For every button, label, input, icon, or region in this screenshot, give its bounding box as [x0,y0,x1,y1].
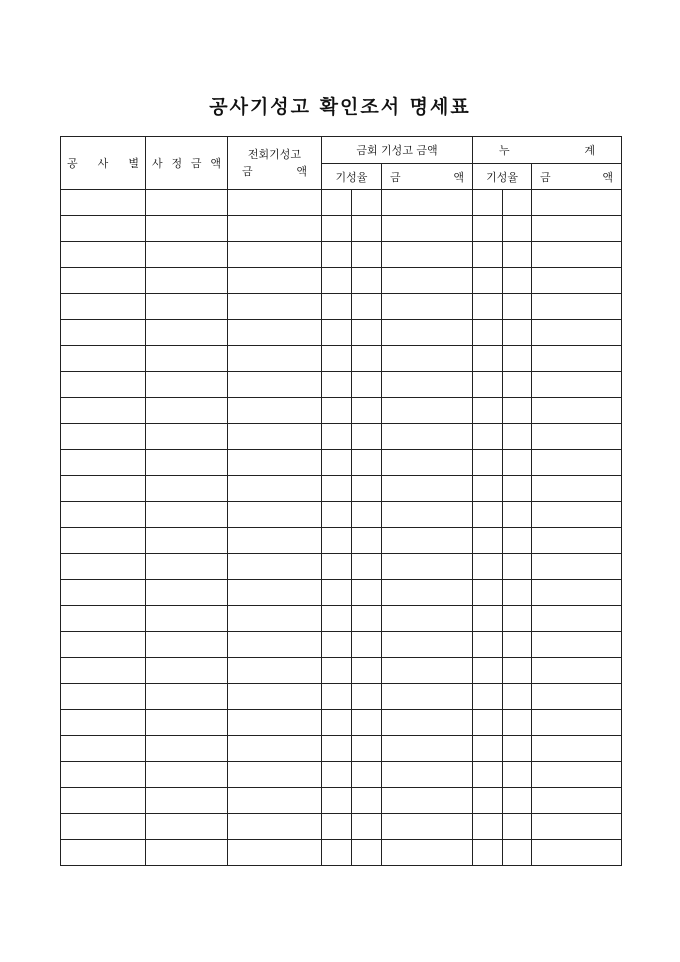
cell-current-rate-a[interactable] [322,788,352,814]
table-row [61,346,622,372]
cell-cumulative-rate-b[interactable] [503,424,532,450]
cell-cumulative-amount[interactable] [532,658,622,684]
cell-cumulative-rate-b[interactable] [503,632,532,658]
header-cumulative-amount [532,164,622,190]
cell-previous-amount[interactable] [228,554,322,580]
cell-cumulative-rate-b[interactable] [503,398,532,424]
cell-cumulative-amount[interactable] [532,450,622,476]
cell-work-type[interactable] [61,320,146,346]
cell-work-type[interactable] [61,814,146,840]
cell-cumulative-rate-b[interactable] [503,242,532,268]
table-row [61,242,622,268]
cell-assessed-amount[interactable] [146,476,228,502]
table-row [61,320,622,346]
cell-cumulative-rate-a[interactable] [473,736,503,762]
cell-current-rate-b[interactable] [352,450,382,476]
cell-current-rate-b[interactable] [352,346,382,372]
cell-cumulative-rate-a[interactable] [473,502,503,528]
cell-assessed-amount[interactable] [146,658,228,684]
table-row [61,372,622,398]
cell-work-type[interactable] [61,476,146,502]
cell-cumulative-rate-a[interactable] [473,528,503,554]
cell-cumulative-amount[interactable] [532,242,622,268]
table-row [61,788,622,814]
cell-current-rate-a[interactable] [322,710,352,736]
cell-cumulative-amount[interactable] [532,528,622,554]
cell-work-type[interactable] [61,346,146,372]
header-previous-progress [228,137,322,190]
table-row [61,190,622,216]
cell-cumulative-rate-b[interactable] [503,736,532,762]
cell-assessed-amount[interactable] [146,320,228,346]
cell-previous-amount[interactable] [228,658,322,684]
cell-work-type[interactable] [61,710,146,736]
cell-cumulative-rate-b[interactable] [503,476,532,502]
cell-previous-amount[interactable] [228,398,322,424]
cell-previous-amount[interactable] [228,476,322,502]
cell-current-rate-b[interactable] [352,554,382,580]
cell-cumulative-amount[interactable] [532,788,622,814]
cell-work-type[interactable] [61,190,146,216]
cell-current-amount[interactable] [382,216,473,242]
cell-cumulative-rate-a[interactable] [473,580,503,606]
cell-current-amount[interactable] [382,320,473,346]
cell-cumulative-rate-b[interactable] [503,346,532,372]
header-previous-amount-left: 금 [242,165,253,178]
table-row [61,710,622,736]
cell-current-rate-b[interactable] [352,684,382,710]
cell-work-type[interactable] [61,762,146,788]
cell-previous-amount[interactable] [228,606,322,632]
header-cumulative [473,137,622,164]
cell-previous-amount[interactable] [228,294,322,320]
cell-current-rate-a[interactable] [322,840,352,866]
cell-assessed-amount[interactable] [146,190,228,216]
cell-cumulative-amount[interactable] [532,398,622,424]
cell-current-rate-b[interactable] [352,814,382,840]
cell-cumulative-rate-b[interactable] [503,190,532,216]
cell-work-type[interactable] [61,294,146,320]
cell-previous-amount[interactable] [228,190,322,216]
cell-current-rate-b[interactable] [352,190,382,216]
cell-current-rate-a[interactable] [322,398,352,424]
header-cumulative-amount-left: 금 [540,170,551,184]
cell-cumulative-rate-a[interactable] [473,658,503,684]
cell-assessed-amount[interactable] [146,710,228,736]
cell-previous-amount[interactable] [228,580,322,606]
cell-assessed-amount[interactable] [146,450,228,476]
cell-previous-amount[interactable] [228,762,322,788]
document-title: 공사기성고 확인조서 명세표 [209,96,471,118]
cell-current-rate-b[interactable] [352,736,382,762]
cell-cumulative-amount[interactable] [532,294,622,320]
cell-cumulative-rate-a[interactable] [473,398,503,424]
cell-current-rate-b[interactable] [352,528,382,554]
cell-cumulative-amount[interactable] [532,736,622,762]
cell-current-amount[interactable] [382,658,473,684]
cell-previous-amount[interactable] [228,372,322,398]
cell-current-amount[interactable] [382,190,473,216]
cell-current-rate-b[interactable] [352,710,382,736]
cell-current-rate-a[interactable] [322,346,352,372]
table-row [61,840,622,866]
cell-cumulative-rate-a[interactable] [473,424,503,450]
cell-current-rate-a[interactable] [322,320,352,346]
cell-cumulative-rate-b[interactable] [503,528,532,554]
cell-work-type[interactable] [61,268,146,294]
cell-cumulative-rate-b[interactable] [503,450,532,476]
cell-cumulative-rate-a[interactable] [473,606,503,632]
cell-assessed-amount[interactable] [146,632,228,658]
header-cumulative-rate: 기성율 [473,164,532,190]
cell-previous-amount[interactable] [228,346,322,372]
cell-current-rate-b[interactable] [352,424,382,450]
cell-cumulative-rate-a[interactable] [473,346,503,372]
cell-cumulative-rate-b[interactable] [503,502,532,528]
cell-cumulative-rate-b[interactable] [503,268,532,294]
cell-current-rate-a[interactable] [322,242,352,268]
cell-work-type[interactable] [61,658,146,684]
progress-ledger-table [60,136,622,866]
cell-work-type[interactable] [61,840,146,866]
cell-previous-amount[interactable] [228,528,322,554]
cell-assessed-amount[interactable] [146,372,228,398]
cell-current-amount[interactable] [382,580,473,606]
table-row [61,632,622,658]
cell-cumulative-rate-a[interactable] [473,762,503,788]
cell-current-rate-a[interactable] [322,554,352,580]
cell-cumulative-rate-b[interactable] [503,372,532,398]
cell-work-type[interactable] [61,528,146,554]
cell-cumulative-rate-b[interactable] [503,684,532,710]
cell-current-amount[interactable] [382,242,473,268]
header-current-rate: 기성율 [322,164,382,190]
cell-previous-amount[interactable] [228,424,322,450]
cell-assessed-amount[interactable] [146,398,228,424]
cell-current-amount[interactable] [382,372,473,398]
cell-current-rate-b[interactable] [352,216,382,242]
cell-current-rate-a[interactable] [322,736,352,762]
cell-assessed-amount[interactable] [146,528,228,554]
table-row [61,450,622,476]
cell-previous-amount[interactable] [228,840,322,866]
header-cumulative-left: 누 [499,144,510,157]
cell-cumulative-rate-a[interactable] [473,814,503,840]
cell-cumulative-amount[interactable] [532,424,622,450]
table-row [61,424,622,450]
cell-cumulative-amount[interactable] [532,216,622,242]
cell-current-rate-b[interactable] [352,788,382,814]
cell-current-rate-b[interactable] [352,840,382,866]
cell-current-rate-b[interactable] [352,294,382,320]
cell-current-rate-a[interactable] [322,580,352,606]
cell-cumulative-rate-a[interactable] [473,450,503,476]
cell-current-rate-a[interactable] [322,476,352,502]
cell-current-rate-b[interactable] [352,762,382,788]
table-row [61,580,622,606]
cell-current-rate-b[interactable] [352,398,382,424]
cell-cumulative-rate-b[interactable] [503,606,532,632]
table-row [61,814,622,840]
cell-current-rate-a[interactable] [322,450,352,476]
header-cumulative-amount-right: 액 [602,170,614,184]
header-current-amount-left: 금 [390,170,401,184]
cell-work-type[interactable] [61,372,146,398]
cell-current-rate-a[interactable] [322,658,352,684]
cell-cumulative-rate-a[interactable] [473,788,503,814]
table-row [61,606,622,632]
cell-assessed-amount[interactable] [146,788,228,814]
cell-current-rate-b[interactable] [352,580,382,606]
cell-current-amount[interactable] [382,736,473,762]
cell-cumulative-rate-a[interactable] [473,216,503,242]
cell-work-type[interactable] [61,606,146,632]
cell-current-rate-a[interactable] [322,528,352,554]
cell-assessed-amount[interactable] [146,762,228,788]
cell-cumulative-rate-b[interactable] [503,710,532,736]
cell-cumulative-amount[interactable] [532,190,622,216]
cell-current-rate-a[interactable] [322,424,352,450]
cell-cumulative-rate-b[interactable] [503,294,532,320]
cell-current-amount[interactable] [382,294,473,320]
cell-assessed-amount[interactable] [146,242,228,268]
cell-current-rate-a[interactable] [322,632,352,658]
cell-current-amount[interactable] [382,450,473,476]
cell-current-rate-a[interactable] [322,814,352,840]
cell-cumulative-amount[interactable] [532,814,622,840]
cell-cumulative-rate-b[interactable] [503,580,532,606]
cell-current-rate-a[interactable] [322,762,352,788]
cell-current-rate-a[interactable] [322,684,352,710]
cell-current-amount[interactable] [382,346,473,372]
table-row [61,476,622,502]
cell-previous-amount[interactable] [228,684,322,710]
cell-current-amount[interactable] [382,502,473,528]
cell-cumulative-amount[interactable] [532,580,622,606]
cell-previous-amount[interactable] [228,216,322,242]
header-cumulative-right: 계 [584,144,596,157]
cell-cumulative-rate-a[interactable] [473,320,503,346]
cell-assessed-amount[interactable] [146,268,228,294]
cell-assessed-amount[interactable] [146,814,228,840]
cell-work-type[interactable] [61,242,146,268]
cell-work-type[interactable] [61,502,146,528]
cell-cumulative-rate-b[interactable] [503,840,532,866]
cell-cumulative-amount[interactable] [532,372,622,398]
cell-cumulative-rate-b[interactable] [503,216,532,242]
cell-previous-amount[interactable] [228,788,322,814]
cell-assessed-amount[interactable] [146,554,228,580]
cell-cumulative-rate-a[interactable] [473,684,503,710]
cell-current-amount[interactable] [382,606,473,632]
cell-cumulative-amount[interactable] [532,502,622,528]
header-current-amount [382,164,473,190]
cell-cumulative-rate-a[interactable] [473,554,503,580]
cell-cumulative-rate-b[interactable] [503,762,532,788]
cell-assessed-amount[interactable] [146,840,228,866]
cell-previous-amount[interactable] [228,242,322,268]
cell-cumulative-amount[interactable] [532,606,622,632]
cell-current-rate-a[interactable] [322,268,352,294]
cell-assessed-amount[interactable] [146,216,228,242]
cell-cumulative-amount[interactable] [532,554,622,580]
cell-current-amount[interactable] [382,788,473,814]
cell-current-rate-b[interactable] [352,476,382,502]
cell-current-rate-a[interactable] [322,372,352,398]
cell-cumulative-rate-a[interactable] [473,242,503,268]
cell-previous-amount[interactable] [228,320,322,346]
cell-current-rate-b[interactable] [352,320,382,346]
cell-assessed-amount[interactable] [146,684,228,710]
cell-cumulative-amount[interactable] [532,710,622,736]
cell-current-amount[interactable] [382,476,473,502]
cell-cumulative-rate-a[interactable] [473,190,503,216]
table-row [61,684,622,710]
table-row [61,398,622,424]
header-previous-amount-right: 액 [296,165,307,178]
cell-previous-amount[interactable] [228,710,322,736]
cell-cumulative-rate-a[interactable] [473,294,503,320]
header-current-progress: 금회 기성고 금액 [322,137,473,164]
cell-current-amount[interactable] [382,684,473,710]
header-work-type: 공 사 별 [61,137,146,190]
cell-cumulative-rate-b[interactable] [503,320,532,346]
cell-cumulative-rate-b[interactable] [503,788,532,814]
cell-current-amount[interactable] [382,268,473,294]
cell-current-rate-a[interactable] [322,216,352,242]
cell-work-type[interactable] [61,398,146,424]
cell-cumulative-amount[interactable] [532,268,622,294]
cell-current-rate-b[interactable] [352,658,382,684]
ledger-body [61,190,622,866]
cell-current-rate-b[interactable] [352,606,382,632]
cell-current-amount[interactable] [382,814,473,840]
cell-current-rate-b[interactable] [352,372,382,398]
cell-cumulative-rate-b[interactable] [503,658,532,684]
cell-current-rate-a[interactable] [322,294,352,320]
cell-assessed-amount[interactable] [146,346,228,372]
cell-cumulative-amount[interactable] [532,840,622,866]
cell-current-amount[interactable] [382,632,473,658]
cell-work-type[interactable] [61,554,146,580]
cell-current-amount[interactable] [382,762,473,788]
cell-current-rate-b[interactable] [352,632,382,658]
table-row [61,216,622,242]
cell-current-amount[interactable] [382,840,473,866]
cell-cumulative-amount[interactable] [532,476,622,502]
cell-assessed-amount[interactable] [146,580,228,606]
cell-cumulative-amount[interactable] [532,320,622,346]
cell-cumulative-amount[interactable] [532,762,622,788]
cell-work-type[interactable] [61,450,146,476]
cell-assessed-amount[interactable] [146,502,228,528]
cell-cumulative-rate-b[interactable] [503,814,532,840]
cell-cumulative-amount[interactable] [532,346,622,372]
cell-work-type[interactable] [61,632,146,658]
cell-cumulative-rate-a[interactable] [473,372,503,398]
table-row [61,502,622,528]
table-row [61,554,622,580]
cell-previous-amount[interactable] [228,450,322,476]
cell-cumulative-rate-a[interactable] [473,710,503,736]
cell-work-type[interactable] [61,788,146,814]
cell-assessed-amount[interactable] [146,424,228,450]
cell-cumulative-rate-b[interactable] [503,554,532,580]
cell-work-type[interactable] [61,580,146,606]
cell-cumulative-rate-a[interactable] [473,840,503,866]
cell-current-amount[interactable] [382,528,473,554]
cell-work-type[interactable] [61,684,146,710]
cell-previous-amount[interactable] [228,502,322,528]
table-row [61,294,622,320]
cell-current-amount[interactable] [382,554,473,580]
cell-current-rate-b[interactable] [352,268,382,294]
cell-cumulative-rate-a[interactable] [473,476,503,502]
cell-current-rate-a[interactable] [322,502,352,528]
cell-previous-amount[interactable] [228,736,322,762]
cell-current-amount[interactable] [382,398,473,424]
cell-work-type[interactable] [61,216,146,242]
cell-previous-amount[interactable] [228,814,322,840]
table-row [61,736,622,762]
cell-assessed-amount[interactable] [146,606,228,632]
table-row [61,762,622,788]
cell-previous-amount[interactable] [228,632,322,658]
cell-current-amount[interactable] [382,710,473,736]
table-row [61,658,622,684]
cell-previous-amount[interactable] [228,268,322,294]
cell-work-type[interactable] [61,424,146,450]
header-previous-progress-label: 전회기성고 [247,148,302,161]
cell-current-rate-a[interactable] [322,190,352,216]
cell-assessed-amount[interactable] [146,736,228,762]
cell-current-amount[interactable] [382,424,473,450]
cell-current-rate-b[interactable] [352,502,382,528]
header-assessed-amount: 사 정 금 액 [146,137,228,190]
table-row [61,268,622,294]
cell-cumulative-amount[interactable] [532,632,622,658]
cell-cumulative-amount[interactable] [532,684,622,710]
cell-current-rate-b[interactable] [352,242,382,268]
cell-work-type[interactable] [61,736,146,762]
cell-cumulative-rate-a[interactable] [473,632,503,658]
cell-assessed-amount[interactable] [146,294,228,320]
header-current-amount-right: 액 [453,170,465,184]
cell-cumulative-rate-a[interactable] [473,268,503,294]
table-row [61,528,622,554]
cell-current-rate-a[interactable] [322,606,352,632]
